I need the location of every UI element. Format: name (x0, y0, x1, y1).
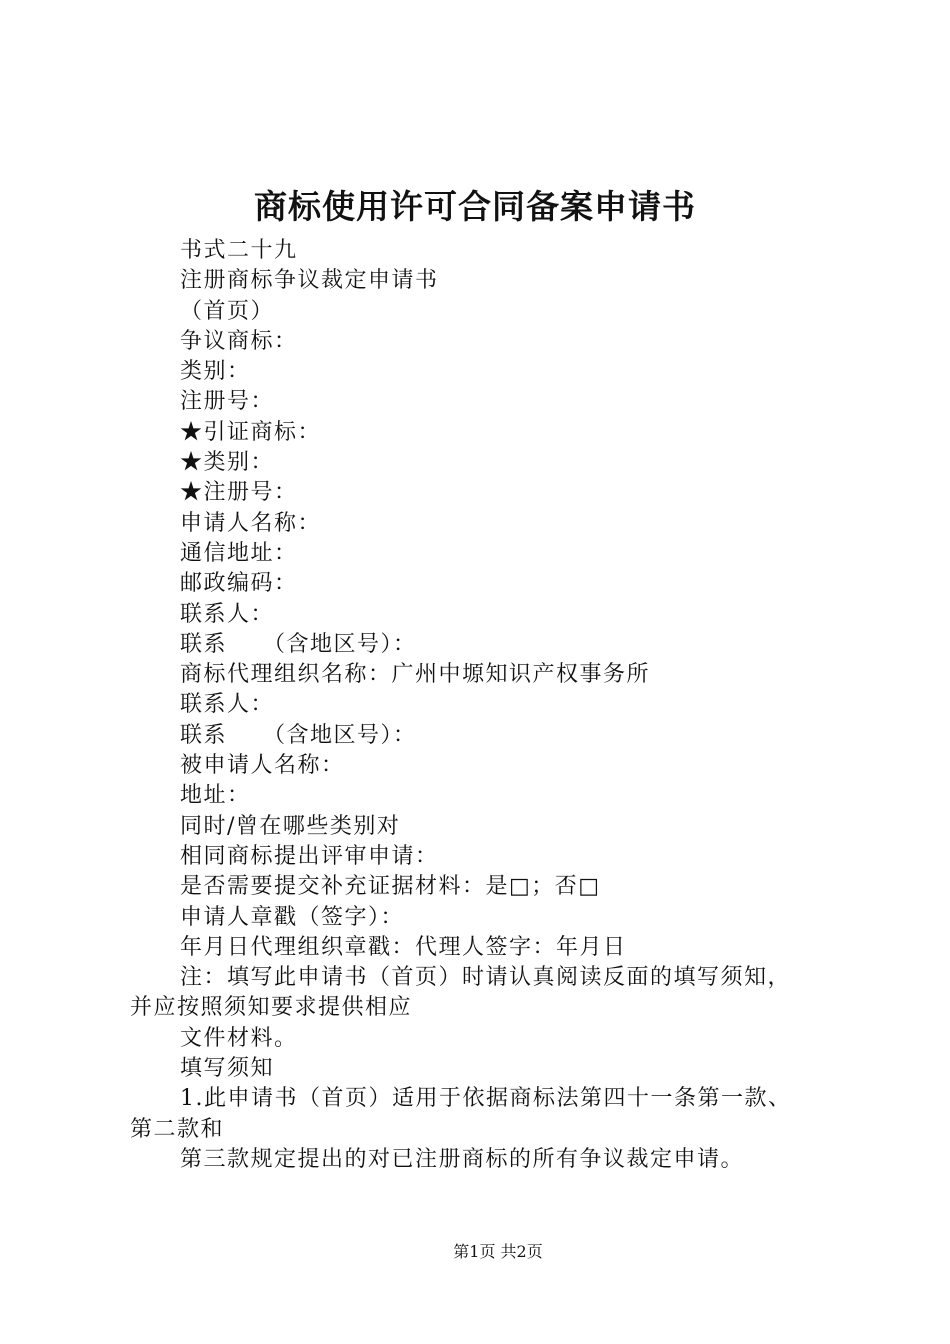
body-line: 同时/曾在哪些类别对 (180, 813, 401, 839)
body-line: 联系人： (180, 601, 275, 627)
document-body (130, 236, 830, 1175)
body-line: 年月日代理组织章戳：代理人签字：年月日 (180, 934, 627, 960)
body-line: ★引证商标： (180, 419, 322, 445)
body-line: 注册商标争议裁定申请书 (180, 268, 439, 294)
body-line: 并应按照须知要求提供相应 (130, 995, 413, 1021)
body-line: 第三款规定提出的对已注册商标的所有争议裁定申请。 (180, 1146, 745, 1172)
body-line: 填写须知 (180, 1056, 275, 1082)
body-line: ★类别： (180, 450, 275, 476)
body-line: 申请人章戳（签字）： (180, 904, 405, 930)
body-line: 联系人： (180, 692, 275, 718)
page-footer: 第1页 共2页 (453, 1242, 543, 1261)
body-line: 联系 （含地区号）： (180, 631, 417, 657)
body-line: 联系 （含地区号）： (180, 722, 417, 748)
body-line: 1.此申请书（首页）适用于依据商标法第四十一条第一款、 (180, 1086, 792, 1112)
body-line: ★注册号： (180, 480, 298, 506)
body-line: 文件材料。 (180, 1025, 298, 1051)
body-line: 注：填写此申请书（首页）时请认真阅读反面的填写须知， (180, 965, 792, 991)
body-line: 争议商标： (180, 328, 298, 354)
body-line: 注册号： (180, 389, 275, 415)
body-line: 地址： (180, 783, 251, 809)
body-line: 第二款和 (130, 1116, 225, 1142)
body-line: 相同商标提出评审申请： (180, 843, 439, 869)
body-line: 书式二十九 (180, 238, 298, 263)
body-line: 商标代理组织名称：广州中塬知识产权事务所 (180, 662, 651, 688)
document-title: 商标使用许可合同备案申请书 (254, 187, 696, 226)
body-line: （首页） (180, 298, 275, 324)
body-line: 类别： (180, 359, 251, 385)
body-line: 被申请人名称： (180, 753, 345, 779)
body-line: 邮政编码： (180, 571, 298, 597)
body-line: 通信地址： (180, 540, 298, 566)
body-line: 申请人名称： (180, 510, 322, 536)
body-line: 是否需要提交补充证据材料：是□；否□ (180, 874, 601, 900)
